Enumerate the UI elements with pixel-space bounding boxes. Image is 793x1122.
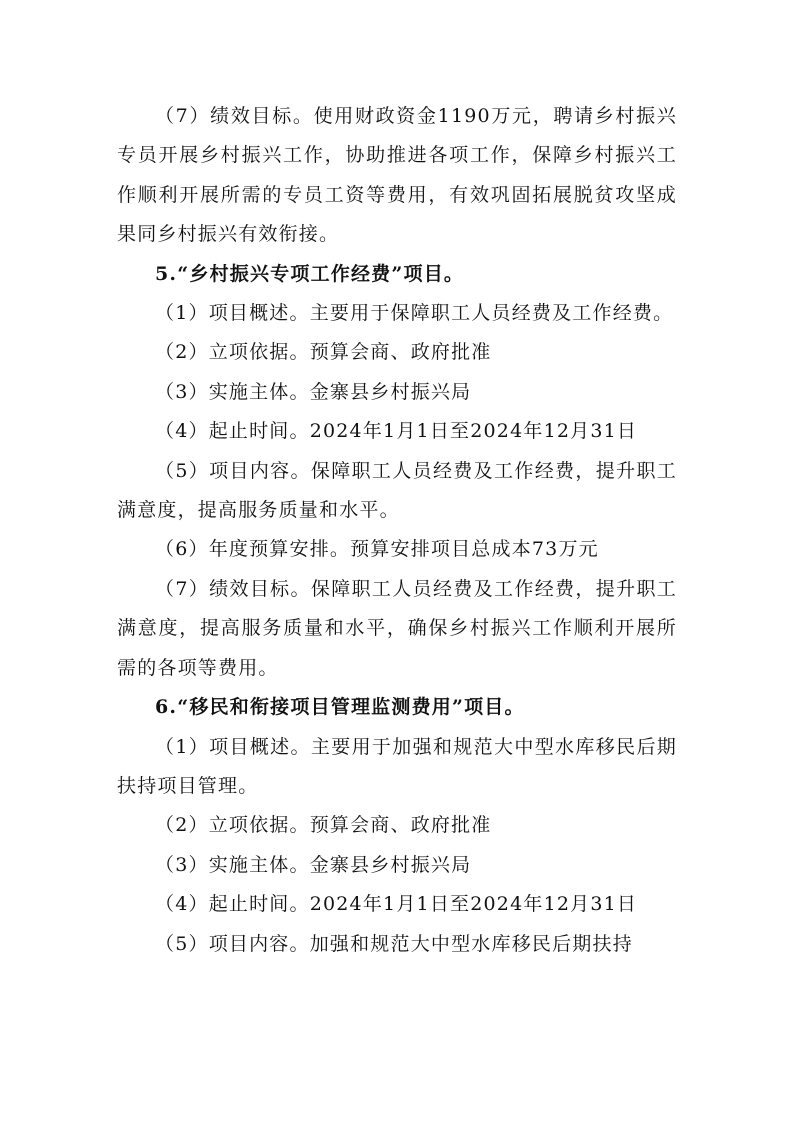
section-heading-5: 5.“乡村振兴专项工作经费”项目。 (155, 262, 465, 285)
section-heading-6: 6.“移民和衔接项目管理监测费用”项目。 (155, 696, 525, 719)
document-body (117, 97, 677, 964)
paragraph-project-content-5: （5）项目内容。保障职工人员经费及工作经费，提升职工满意度，提高服务质量和水平。 (117, 459, 677, 522)
paragraph-project-content-6: （5）项目内容。加强和规范大中型水库移民后期扶持 (155, 932, 633, 955)
paragraph-project-overview-6: （1）项目概述。主要用于加强和规范大中型水库移民后期扶持项目管理。 (117, 735, 677, 797)
paragraph-annual-budget-5: （6）年度预算安排。预算安排项目总成本73万元 (155, 538, 599, 561)
paragraph-period-6: （4）起止时间。2024年1月1日至2024年12月31日 (155, 893, 638, 916)
paragraph-performance-goal-4: （7）绩效目标。使用财政资金1190万元，聘请乡村振兴专员开展乡村振兴工作，协助推进各项工作，保障乡村振兴工作顺利开展所需的专员工资等费用，有效巩固拓展脱贫攻坚成果同乡村振兴有效衔接。 (117, 105, 677, 246)
paragraph-period-5: （4）起止时间。2024年1月1日至2024年12月31日 (155, 420, 638, 443)
paragraph-project-basis-6: （2）立项依据。预算会商、政府批准 (155, 814, 492, 837)
paragraph-implementing-body-6: （3）实施主体。金寨县乡村振兴局 (155, 853, 472, 876)
paragraph-performance-goal-5: （7）绩效目标。保障职工人员经费及工作经费，提升职工满意度，提高服务质量和水平，确保乡村振兴工作顺利开展所需的各项等费用。 (117, 577, 677, 679)
paragraph-project-basis-5: （2）立项依据。预算会商、政府批准 (155, 341, 492, 364)
paragraph-project-overview-5: （1）项目概述。主要用于保障职工人员经费及工作经费。 (155, 302, 674, 325)
paragraph-implementing-body-5: （3）实施主体。金寨县乡村振兴局 (155, 380, 472, 403)
